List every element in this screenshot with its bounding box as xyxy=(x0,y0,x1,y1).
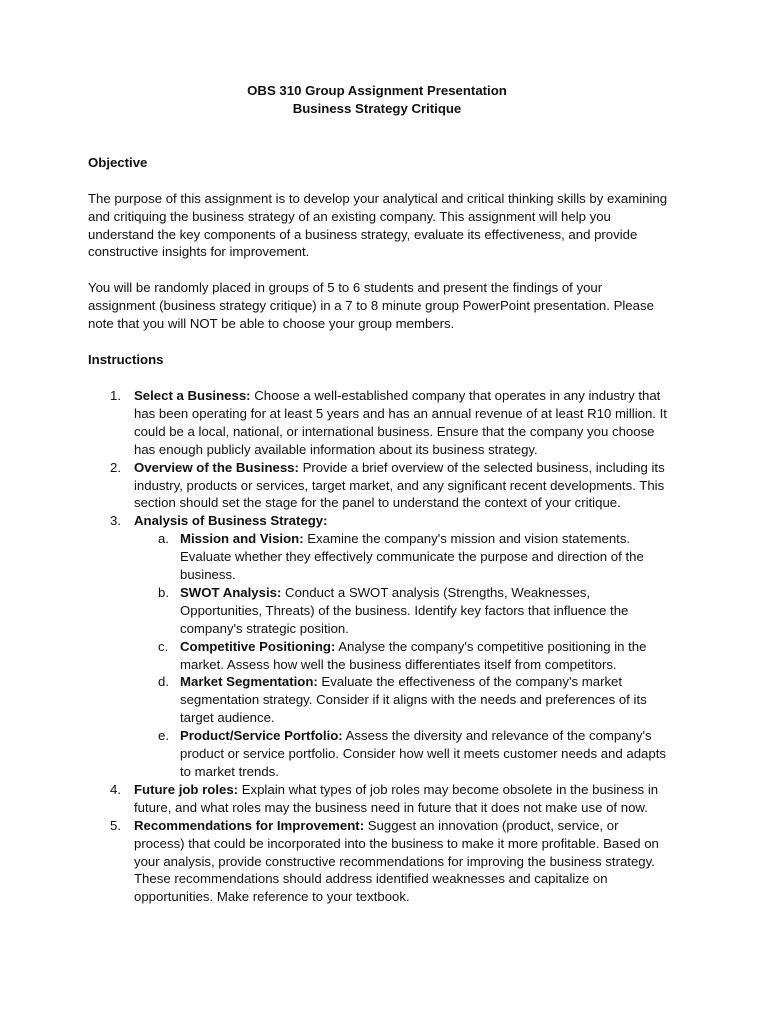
sub-item-text: Evaluate the effectiveness of the company's market segmentation strategy. Consider if it aligns with the needs and preferences of its target audience. xyxy=(180,674,647,726)
sub-item-d xyxy=(134,673,668,727)
document-title xyxy=(86,82,668,118)
sub-item-b xyxy=(134,584,668,638)
sub-item-label: Mission and Vision: xyxy=(180,531,304,547)
sub-item-label: Product/Service Portfolio: xyxy=(180,728,343,744)
item-text: Suggest an innovation (product, service, or process) that could be incorporated into the business to make it more profitable. Based on your analysis, provide constructive recommendations for improving the business strategy. These recommendations should address identified weaknesses and capitalize on opportunities. Make reference to your textbook. xyxy=(134,817,659,905)
instruction-item-3 xyxy=(88,512,668,781)
sub-item-text: Analyse the company's competitive positioning in the market. Assess how well the business differentiates itself from competitors. xyxy=(180,638,647,672)
sub-item-label: Competitive Positioning: xyxy=(180,638,336,654)
sub-item-letter: c. xyxy=(158,638,169,654)
item-label: Future job roles: xyxy=(134,781,239,797)
objective-paragraph-1: The purpose of this assignment is to develop your analytical and critical thinking skills by examining and critiquing the business strategy of an existing company. This assignment will help you understand the key components of a business strategy, evaluate its effectiveness, and provide constructive insights for improvement. xyxy=(88,190,668,260)
sub-item-a xyxy=(134,530,668,584)
item-number: 1. xyxy=(110,387,121,403)
sub-item-letter: e. xyxy=(158,728,169,744)
item-text: Explain what types of job roles may become obsolete in the business in future, and what roles may the business need in future that it does not make use of now. xyxy=(134,781,659,815)
instruction-item-1 xyxy=(88,387,668,459)
title-line-2: Business Strategy Critique xyxy=(292,100,462,116)
item-text: Choose a well-established company that operates in any industry that has been operating for at least 5 years and has an annual revenue of at least R10 million. It could be a local, national, or international business. Ensure that the company you choose has enough publicly available information about its business strategy. xyxy=(134,387,667,457)
objective-heading: Objective xyxy=(88,154,148,170)
sub-item-letter: d. xyxy=(158,674,169,690)
instructions-heading: Instructions xyxy=(88,352,164,368)
sub-item-c xyxy=(134,638,668,674)
title-line-1: OBS 310 Group Assignment Presentation xyxy=(247,83,507,98)
sub-item-text: Conduct a SWOT analysis (Strengths, Weaknesses, Opportunities, Threats) of the business. Identify key factors that influence the company's strategic position. xyxy=(180,584,629,636)
instruction-item-5 xyxy=(88,817,668,907)
instruction-item-2 xyxy=(88,459,668,513)
sub-item-label: SWOT Analysis: xyxy=(180,584,282,600)
item-label: Recommendations for Improvement: xyxy=(134,817,365,833)
item-label: Select a Business: xyxy=(134,387,251,403)
sub-item-letter: a. xyxy=(158,531,169,547)
objective-paragraph-2: You will be randomly placed in groups of 5 to 6 students and present the findings of your assignment (business strategy critique) in a 7 to 8 minute group PowerPoint presentation. Please note that you will NOT be able to choose your group members. xyxy=(88,280,654,332)
item-number: 3. xyxy=(110,513,121,529)
document-body xyxy=(88,82,668,906)
item-number: 4. xyxy=(110,781,121,797)
item-number: 5. xyxy=(110,817,121,833)
sub-item-label: Market Segmentation: xyxy=(180,674,318,690)
item-text: Provide a brief overview of the selected business, including its industry, products or services, target market, and any significant recent developments. This section should set the stage for the panel to understand the context of your critique. xyxy=(134,459,665,511)
sub-item-text: Examine the company's mission and vision statements. Evaluate whether they effectively communicate the purpose and direction of the business. xyxy=(180,531,644,583)
analysis-sublist xyxy=(134,530,668,781)
item-label: Analysis of Business Strategy: xyxy=(134,513,328,529)
sub-item-letter: b. xyxy=(158,584,169,600)
item-label: Overview of the Business: xyxy=(134,459,299,475)
sub-item-text: Assess the diversity and relevance of the company's product or service portfolio. Consider how well it meets customer needs and adapts to market trends. xyxy=(180,728,666,779)
item-number: 2. xyxy=(110,459,121,475)
instruction-item-4 xyxy=(88,781,668,817)
instructions-list xyxy=(88,387,668,906)
sub-item-e xyxy=(134,727,668,781)
